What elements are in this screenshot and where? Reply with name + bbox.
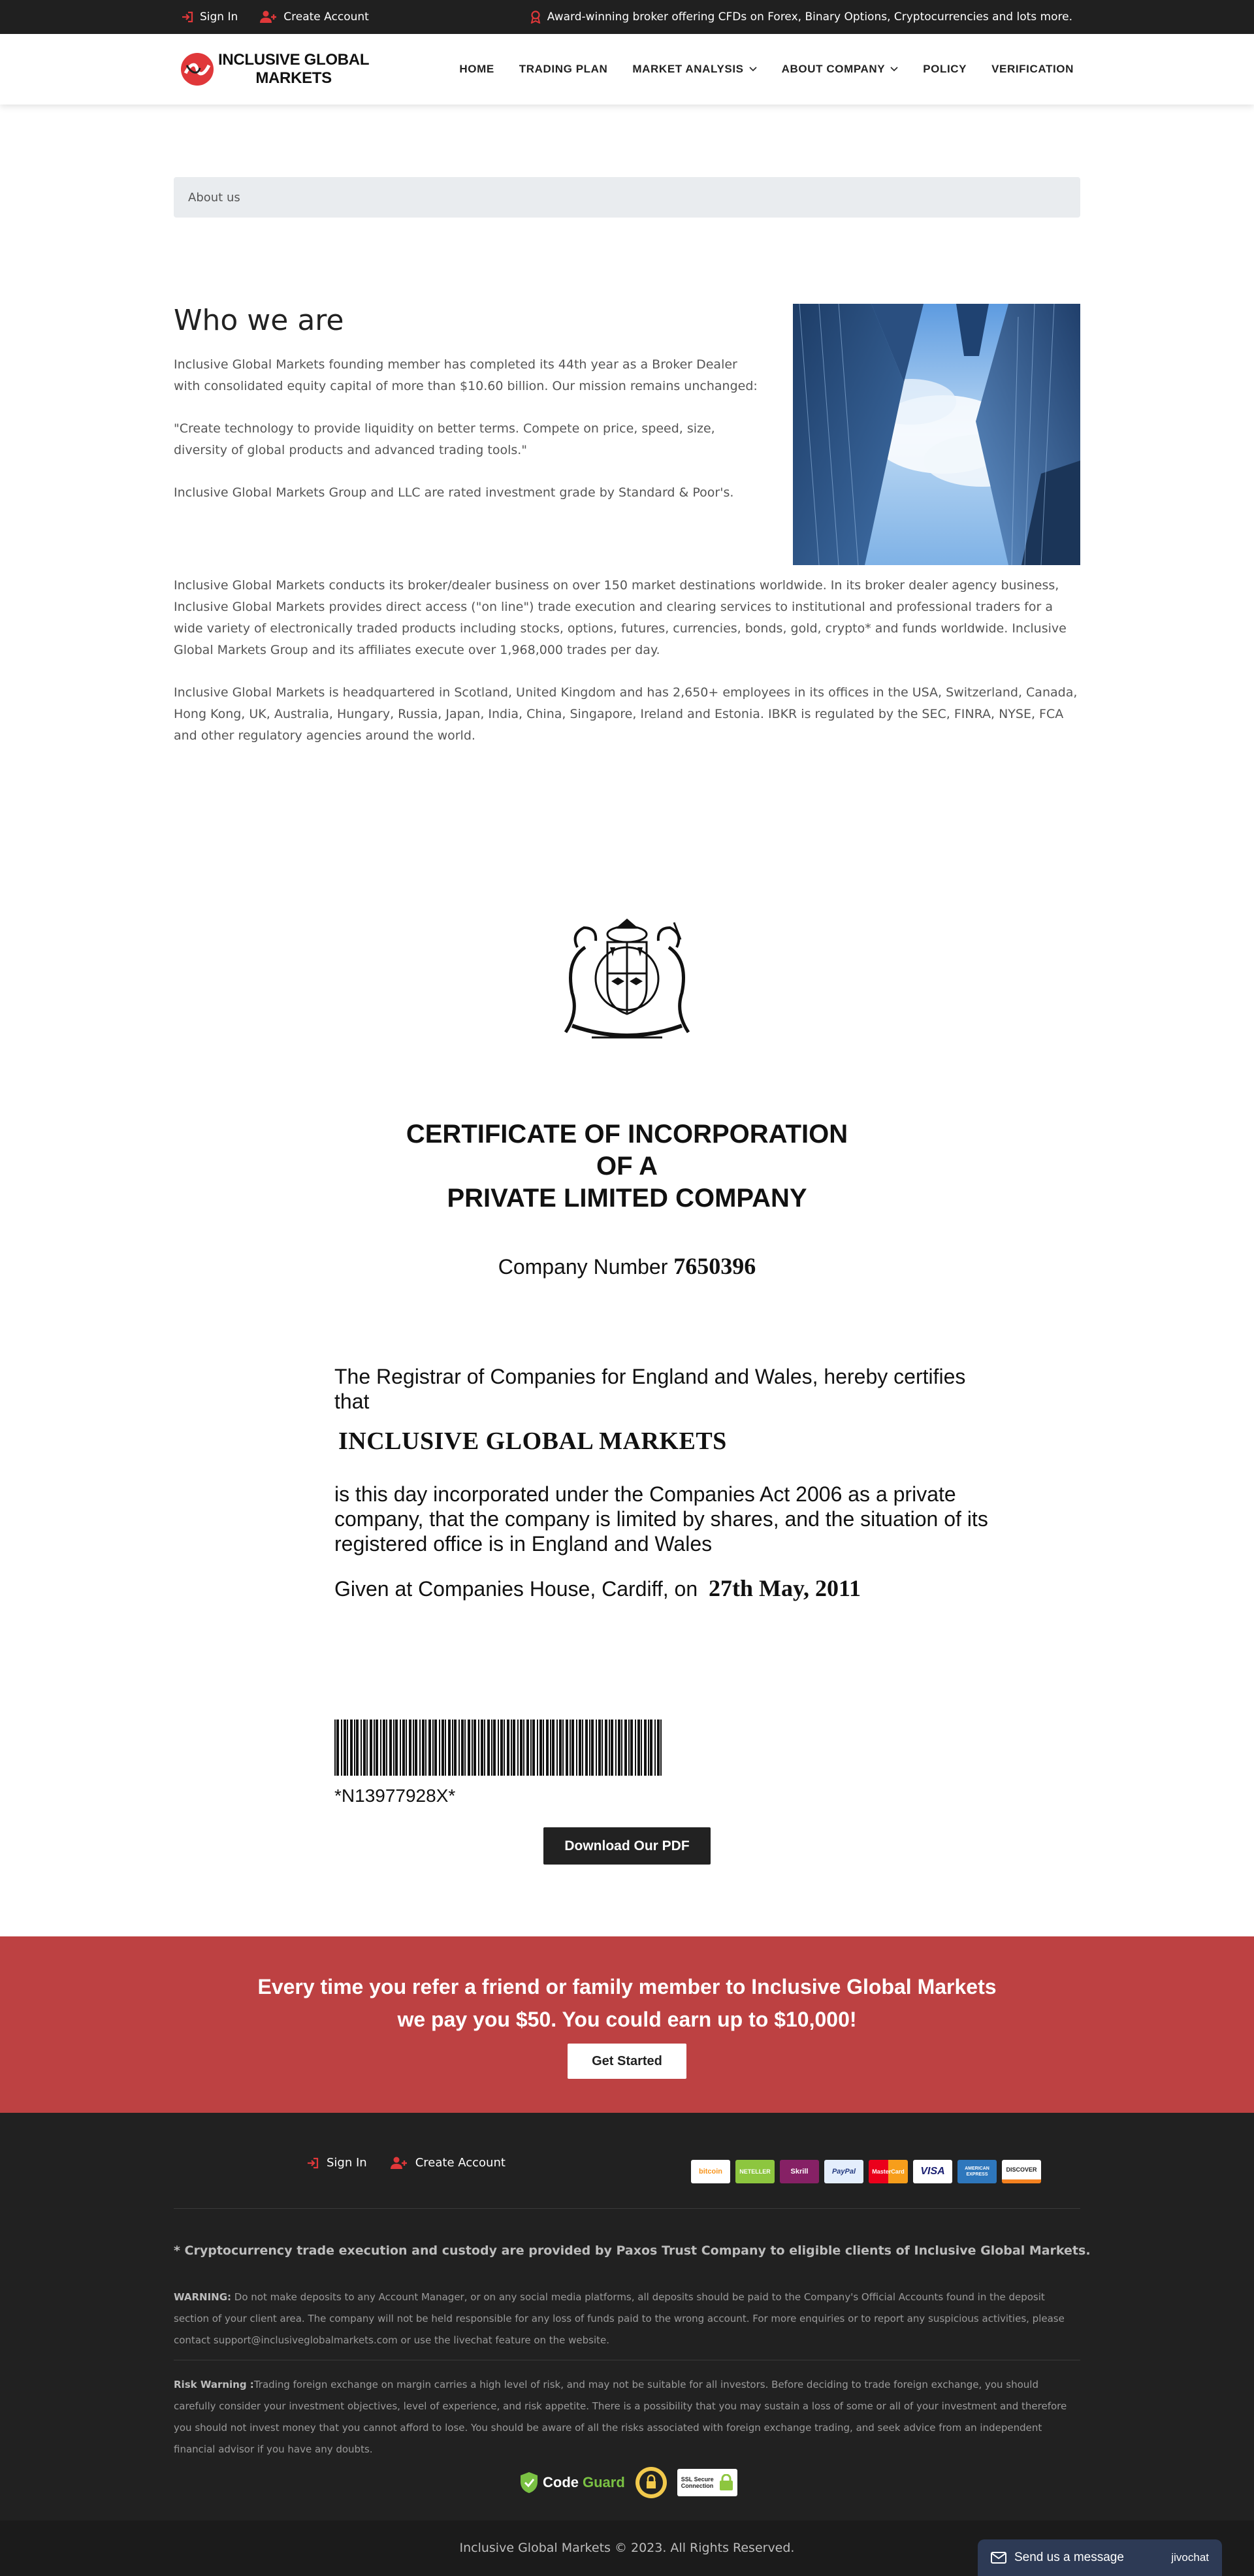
top-bar [0,0,1254,34]
logo-mark-icon [180,52,214,86]
who-paragraph-1: Inclusive Global Markets founding member has completed its 44th year as a Broker Dealer with consolidated equity capital of more than $10.60 billion. Our mission remains unchanged: [174,357,758,393]
amex-logo-icon: AMERICAN EXPRESS [957,2160,997,2183]
certified-company-name: INCLUSIVE GLOBAL MARKETS [338,1427,727,1455]
nav-about-company-label: ABOUT COMPANY [781,63,886,75]
nav-market-analysis-label: MARKET ANALYSIS [632,63,744,75]
shield-icon [519,2471,539,2494]
site-logo[interactable] [180,51,369,88]
main-header [0,34,1254,105]
logo-line-2: MARKETS [255,69,332,87]
who-paragraph-3: Inclusive Global Markets Group and LLC are rated investment grade by Standard & Poor's. [174,485,734,500]
discover-logo-icon: DISCOVER [1002,2160,1041,2183]
neteller-logo-icon: NETELLER [735,2160,775,2183]
chat-brand: jivochat [1171,2551,1209,2564]
referral-line-1: Every time you refer a friend or family member to Inclusive Global Markets [257,1975,997,1998]
get-started-button[interactable]: Get Started [568,2044,686,2079]
nav-about-company[interactable] [782,63,899,76]
who-paragraph-2: "Create technology to provide liquidity on better terms. Compete on price, speed, size, diversity of global products and advanced trading tools." [174,421,715,457]
incorporation-statement: is this day incorporated under the Companies Act 2006 as a private company, that the company is limited by shares, and the situation of its registered office is in England and Wales [334,1482,988,1556]
given-at-date: 27th May, 2011 [709,1575,861,1601]
footer-account-links [307,2156,506,2170]
secure-seal-icon [634,2466,668,2500]
registrar-statement: The Registrar of Companies for England and Wales, hereby certifies that [334,1365,966,1413]
warning-label: WARNING: [174,2291,232,2303]
footer-create-account-link[interactable] [391,2156,506,2170]
footer-divider [174,2208,1080,2209]
risk-warning-text: Trading foreign exchange on margin carries a high level of risk, and may not be suitable for all investors. Before deciding to trade foreign exchange, you should carefully consider your investment objectives, level of experience, and risk appetite. There is a possibility that you may sustain a loss of some or all of your investment and therefore you should not invest money that you cannot afford to lose. You should be aware of all the risks associated with foreign exchange trading, and seek advice from an independent financial advisor if you have any doubts. [174,2379,1067,2455]
risk-warning [174,2374,1080,2460]
award-text: Award-winning broker offering CFDs on Forex, Binary Options, Cryptocurrencies and lots more. [547,10,1072,24]
crypto-disclaimer: * Cryptocurrency trade execution and custody are provided by Paxos Trust Company to eligible clients of Inclusive Global Markets. [174,2243,1091,2258]
ssl-badge-label: SSL Secure Connection [681,2476,714,2489]
certificate-title-line-3: PRIVATE LIMITED COMPANY [447,1184,807,1213]
who-paragraph-5: Inclusive Global Markets is headquartered in Scotland, United Kingdom and has 2,650+ employees in its offices in the USA, Switzerland, Canada, Hong Kong, UK, Australia, Hungary, Russia, Japan, India, China, Singapore, Ireland and Estonia. IBKR is regulated by the SEC, FINRA, NYSE, FCA and other regulatory agencies around the world. [174,685,1078,743]
referral-line-2: we pay you $50. You could earn up to $10,000! [397,2008,857,2031]
logo-line-1: INCLUSIVE GLOBAL [218,51,370,69]
warning-text: Do not make deposits to any Account Manager, or on any social media platforms, all deposits should be paid to the Company's Official Accounts found in the deposit section of your client area. The company will not be held responsible for any loss of funds paid to the wrong account. For more enquiries or to report any suspicious activities, please contact support@inclusiveglobalmarkets.com or use the livechat feature on the website. [174,2291,1065,2346]
chevron-down-icon [749,67,757,72]
security-badges [519,2466,737,2500]
barcode-icon [334,1720,664,1776]
company-description [174,575,1080,768]
breadcrumb-current: About us [188,190,240,204]
mastercard-logo-icon: MasterCard [869,2160,908,2183]
footer-sign-in-link[interactable] [307,2156,367,2170]
nav-verification[interactable] [991,63,1074,76]
topbar-create-account-label: Create Account [283,10,369,24]
livechat-widget[interactable] [978,2539,1222,2576]
certificate-title-line-2: OF A [596,1152,658,1181]
footer-sign-in-label: Sign In [327,2156,367,2170]
deposit-warning [174,2287,1080,2351]
risk-warning-label: Risk Warning : [174,2379,254,2390]
nav-verification-label: VERIFICATION [991,63,1074,75]
copyright-text: Inclusive Global Markets © 2023. All Rights Reserved. [459,2541,795,2555]
codeguard-code-text: Code [543,2474,579,2490]
download-pdf-button[interactable]: Download Our PDF [543,1827,711,1865]
chevron-down-icon [890,67,898,72]
paypal-logo-icon: PayPal [824,2160,863,2183]
user-plus-icon [260,10,277,24]
sign-in-icon [307,2157,319,2169]
skyscrapers-image [793,304,1080,565]
payment-methods [691,2160,1041,2183]
site-footer [0,2113,1254,2576]
given-at-statement [334,1574,861,1602]
visa-logo-icon: VISA [913,2160,952,2183]
nav-policy-label: POLICY [923,63,967,75]
nav-trading-plan[interactable] [519,63,608,76]
given-at-label: Given at Companies House, Cardiff, on [334,1577,698,1601]
envelope-icon [991,2552,1006,2564]
codeguard-badge [519,2471,625,2494]
footer-create-account-label: Create Account [415,2156,506,2170]
ssl-secure-badge [677,2469,737,2496]
nav-policy[interactable] [923,63,967,76]
who-we-are-intro [174,354,762,525]
company-number [0,1252,1254,1280]
who-we-are-title: Who we are [174,304,344,337]
award-icon [530,10,541,24]
topbar-create-account-link[interactable] [260,10,369,24]
referral-banner [0,1936,1254,2113]
referral-text [0,1970,1254,2036]
topbar-sign-in-label: Sign In [200,10,238,24]
nav-home-label: HOME [459,63,494,75]
company-number-value: 7650396 [673,1253,756,1279]
sign-in-icon [182,11,193,23]
main-nav [459,63,1074,76]
skrill-logo-icon: Skrill [780,2160,819,2183]
chat-label: Send us a message [1014,2551,1124,2564]
codeguard-guard-text: Guard [583,2474,625,2490]
breadcrumb [174,177,1080,218]
nav-home[interactable] [459,63,494,76]
company-number-label: Company Number [498,1255,668,1279]
nav-trading-plan-label: TRADING PLAN [519,63,608,75]
nav-market-analysis[interactable] [632,63,756,76]
bitcoin-logo-icon: bitcoin [691,2160,730,2183]
certificate-title-line-1: CERTIFICATE OF INCORPORATION [406,1120,848,1149]
certificate-title [0,1118,1254,1215]
user-plus-icon [391,2157,408,2170]
barcode-number: *N13977928X* [334,1785,456,1806]
who-paragraph-4: Inclusive Global Markets conducts its broker/dealer business on over 150 market destinations worldwide. In its broker dealer agency business, Inclusive Global Markets provides direct access ("on line") trade execution and clearing services to institutional and professional traders for a wide variety of electronically traded products including stocks, options, futures, currencies, bonds, gold, crypto* and funds worldwide. Inclusive Global Markets Group and its affiliates execute over 1,968,000 trades per day. [174,578,1067,657]
royal-coat-of-arms-icon [546,908,708,1049]
padlock-icon [719,2474,733,2491]
topbar-sign-in-link[interactable] [182,10,238,24]
